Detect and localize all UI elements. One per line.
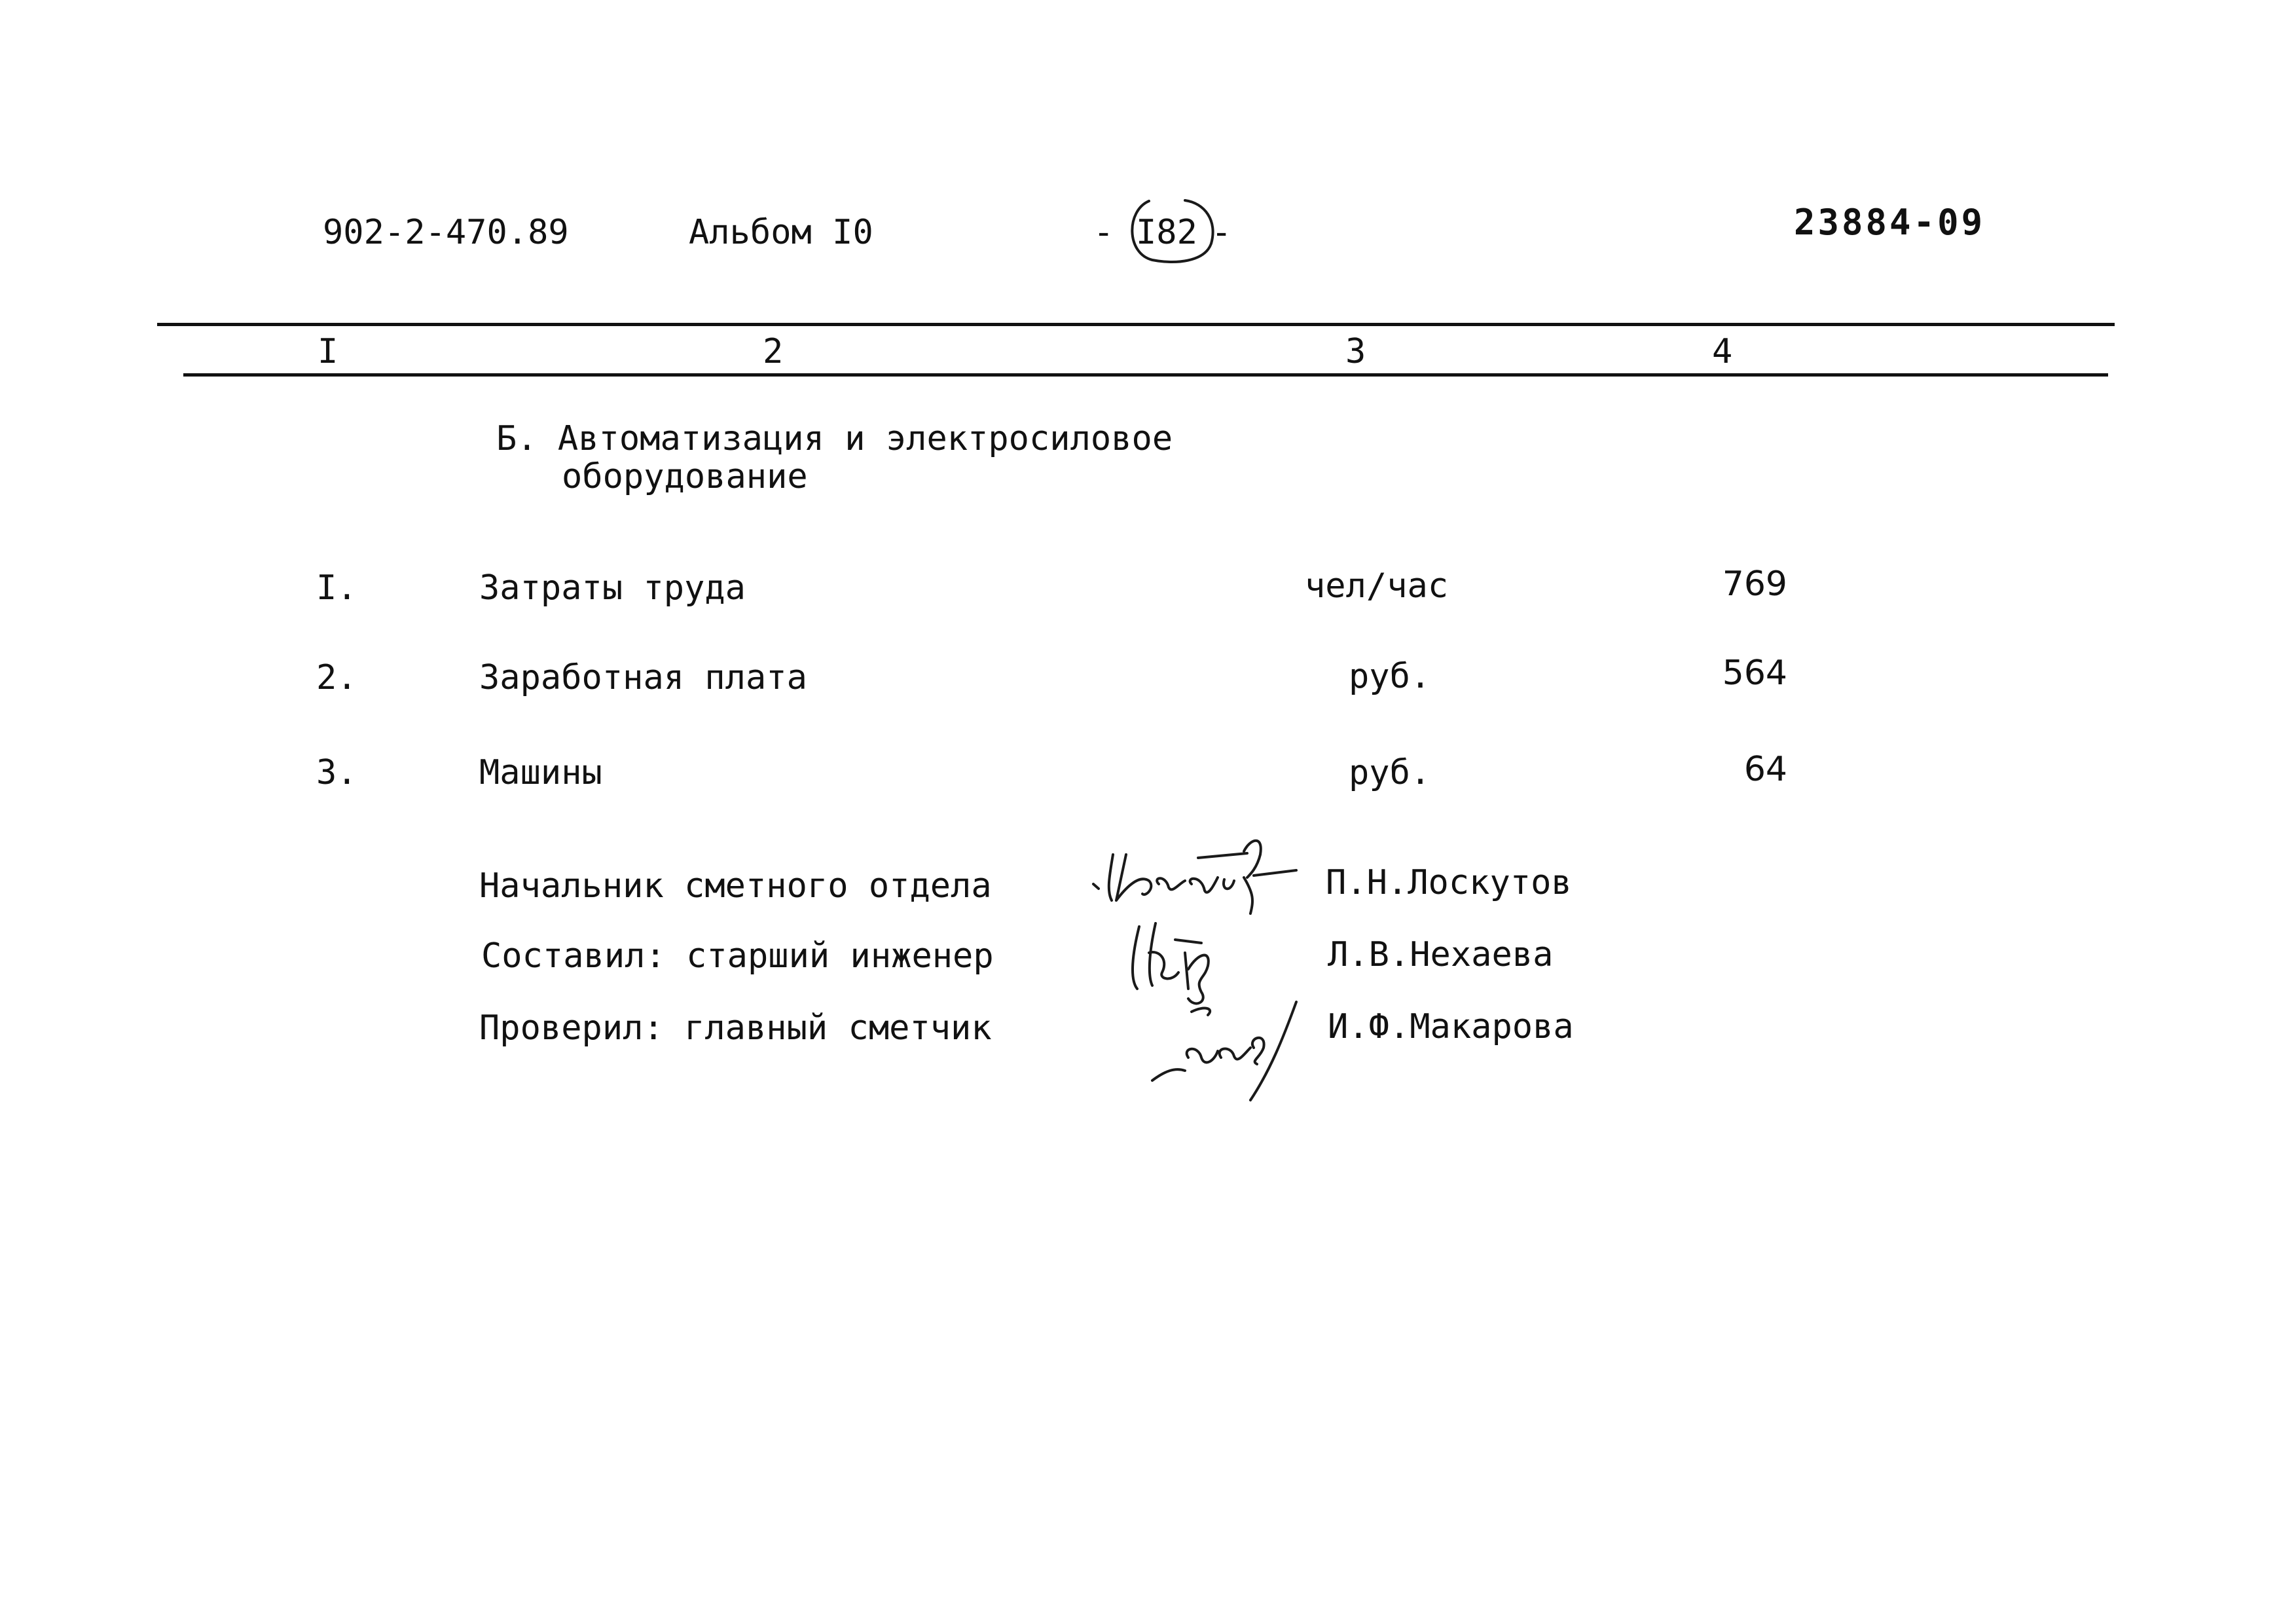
archive-number: 23884-09 — [1794, 202, 1986, 243]
page-dash-left: - — [1093, 213, 1114, 252]
row-unit: руб. — [1349, 753, 1431, 792]
row-value: 769 — [1722, 564, 1787, 604]
row-number: I. — [316, 568, 357, 608]
column-number-3: 3 — [1345, 332, 1366, 371]
signature-role: Проверил: главный сметчик — [479, 1008, 992, 1048]
column-number-4: 4 — [1712, 332, 1733, 371]
row-value: 564 — [1722, 654, 1787, 693]
column-number-1: I — [318, 332, 338, 371]
table-header-rule — [183, 373, 2108, 377]
row-value: 64 — [1743, 750, 1787, 789]
document-code: 902-2-470.89 — [323, 213, 569, 252]
section-title-line1: Б. Автоматизация и электросиловое — [496, 419, 1173, 458]
row-number: 2. — [316, 658, 357, 697]
row-name: Заработная плата — [479, 658, 807, 697]
table-top-rule — [157, 323, 2115, 326]
section-title-line2: оборудование — [562, 457, 808, 496]
signature-name: П.Н.Лоскутов — [1326, 863, 1572, 902]
page-dash-right: - — [1211, 213, 1232, 252]
handwritten-signature — [1087, 828, 1322, 927]
row-name: Затраты труда — [479, 568, 746, 608]
row-name: Машины — [479, 753, 602, 792]
signature-name: Л.В.Нехаева — [1328, 935, 1554, 974]
page-number: I82 — [1136, 213, 1197, 252]
signature-role: Начальник сметного отдела — [479, 866, 992, 906]
handwritten-signature — [1146, 986, 1316, 1103]
signature-role: Составил: старший инженер — [481, 936, 994, 976]
album-label: Альбом I0 — [689, 213, 873, 252]
signature-name: И.Ф.Макарова — [1328, 1007, 1574, 1046]
column-number-2: 2 — [763, 332, 784, 371]
row-number: 3. — [316, 753, 357, 792]
row-unit: руб. — [1349, 657, 1431, 696]
row-unit: чел/час — [1305, 566, 1449, 606]
